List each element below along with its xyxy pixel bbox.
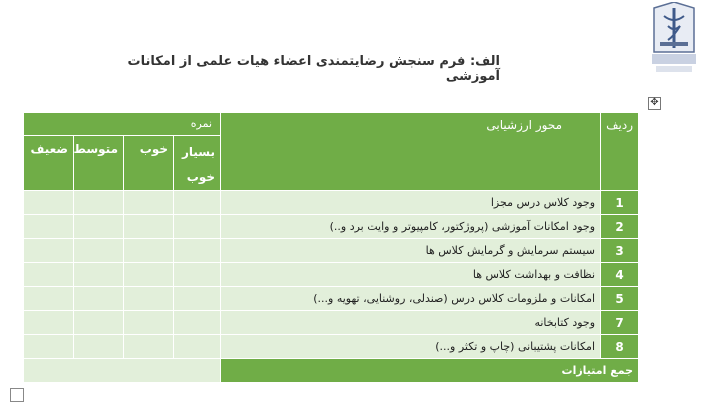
table-row — [24, 335, 639, 359]
score-cell[interactable] — [74, 215, 124, 239]
header-score: نمره — [24, 113, 221, 136]
table-resize-handle[interactable] — [10, 388, 24, 402]
row-number: 7 — [601, 311, 639, 335]
score-cell[interactable] — [124, 287, 174, 311]
score-weak: ضعیف — [24, 136, 74, 191]
score-cell[interactable] — [24, 263, 74, 287]
score-cell[interactable] — [174, 215, 221, 239]
score-cell[interactable] — [24, 311, 74, 335]
score-very-good-line1: بسیار — [181, 145, 216, 159]
header-evaluation-axis — [221, 113, 601, 191]
score-cell[interactable] — [74, 335, 124, 359]
evaluation-rows — [24, 191, 639, 359]
score-cell[interactable] — [74, 287, 124, 311]
score-cell[interactable] — [24, 335, 74, 359]
row-number: 2 — [601, 215, 639, 239]
table-row — [24, 191, 639, 215]
row-item: امکانات پشتیبانی (چاپ و تکثر و...) — [221, 335, 601, 359]
score-average: متوسط — [74, 136, 124, 191]
score-cell[interactable] — [74, 311, 124, 335]
row-item: سیستم سرمایش و گرمایش کلاس ها — [221, 239, 601, 263]
row-item: نظافت و بهداشت کلاس ها — [221, 263, 601, 287]
score-cell[interactable] — [124, 239, 174, 263]
score-cell[interactable] — [74, 191, 124, 215]
score-cell[interactable] — [124, 335, 174, 359]
table-row — [24, 215, 639, 239]
score-cell[interactable] — [124, 215, 174, 239]
row-item: وجود کلاس درس مجزا — [221, 191, 601, 215]
score-good: خوب — [124, 136, 174, 191]
score-cell[interactable] — [24, 287, 74, 311]
table-row — [24, 311, 639, 335]
score-cell[interactable] — [74, 263, 124, 287]
row-item: امکانات و ملزومات کلاس درس (صندلی، روشنایی، تهویه و...) — [221, 287, 601, 311]
form-title: الف: فرم سنجش رضایتمندی اعضاء هیات علمی از امکانات آموزشی — [127, 54, 500, 84]
row-number: 8 — [601, 335, 639, 359]
row-number: 1 — [601, 191, 639, 215]
score-cell[interactable] — [74, 239, 124, 263]
score-cell[interactable] — [174, 287, 221, 311]
row-number: 3 — [601, 239, 639, 263]
header-row-number: ردیف — [601, 113, 639, 191]
score-cell[interactable] — [124, 311, 174, 335]
table-move-handle[interactable]: ✥ — [648, 97, 661, 110]
header-evaluation-axis-label: محور ارزشیابی — [486, 118, 563, 132]
total-label: جمع امتیازات — [221, 359, 639, 383]
table-row — [24, 263, 639, 287]
score-cell[interactable] — [124, 191, 174, 215]
table-row — [24, 287, 639, 311]
score-cell[interactable] — [24, 191, 74, 215]
score-very-good-line2: خوب — [186, 170, 216, 184]
score-cell[interactable] — [174, 191, 221, 215]
score-cell[interactable] — [174, 311, 221, 335]
row-number: 5 — [601, 287, 639, 311]
total-score-cell[interactable] — [24, 359, 221, 383]
score-cell[interactable] — [24, 239, 74, 263]
score-cell[interactable] — [174, 239, 221, 263]
row-item: وجود امکانات آموزشی (پروژکتور، کامپیوتر و وایت برد و..) — [221, 215, 601, 239]
university-logo — [648, 2, 700, 76]
table-row — [24, 239, 639, 263]
evaluation-table — [23, 112, 639, 383]
row-number: 4 — [601, 263, 639, 287]
score-cell[interactable] — [124, 263, 174, 287]
score-very-good — [174, 136, 221, 191]
score-cell[interactable] — [24, 215, 74, 239]
row-item: وجود کتابخانه — [221, 311, 601, 335]
score-cell[interactable] — [174, 335, 221, 359]
score-cell[interactable] — [174, 263, 221, 287]
